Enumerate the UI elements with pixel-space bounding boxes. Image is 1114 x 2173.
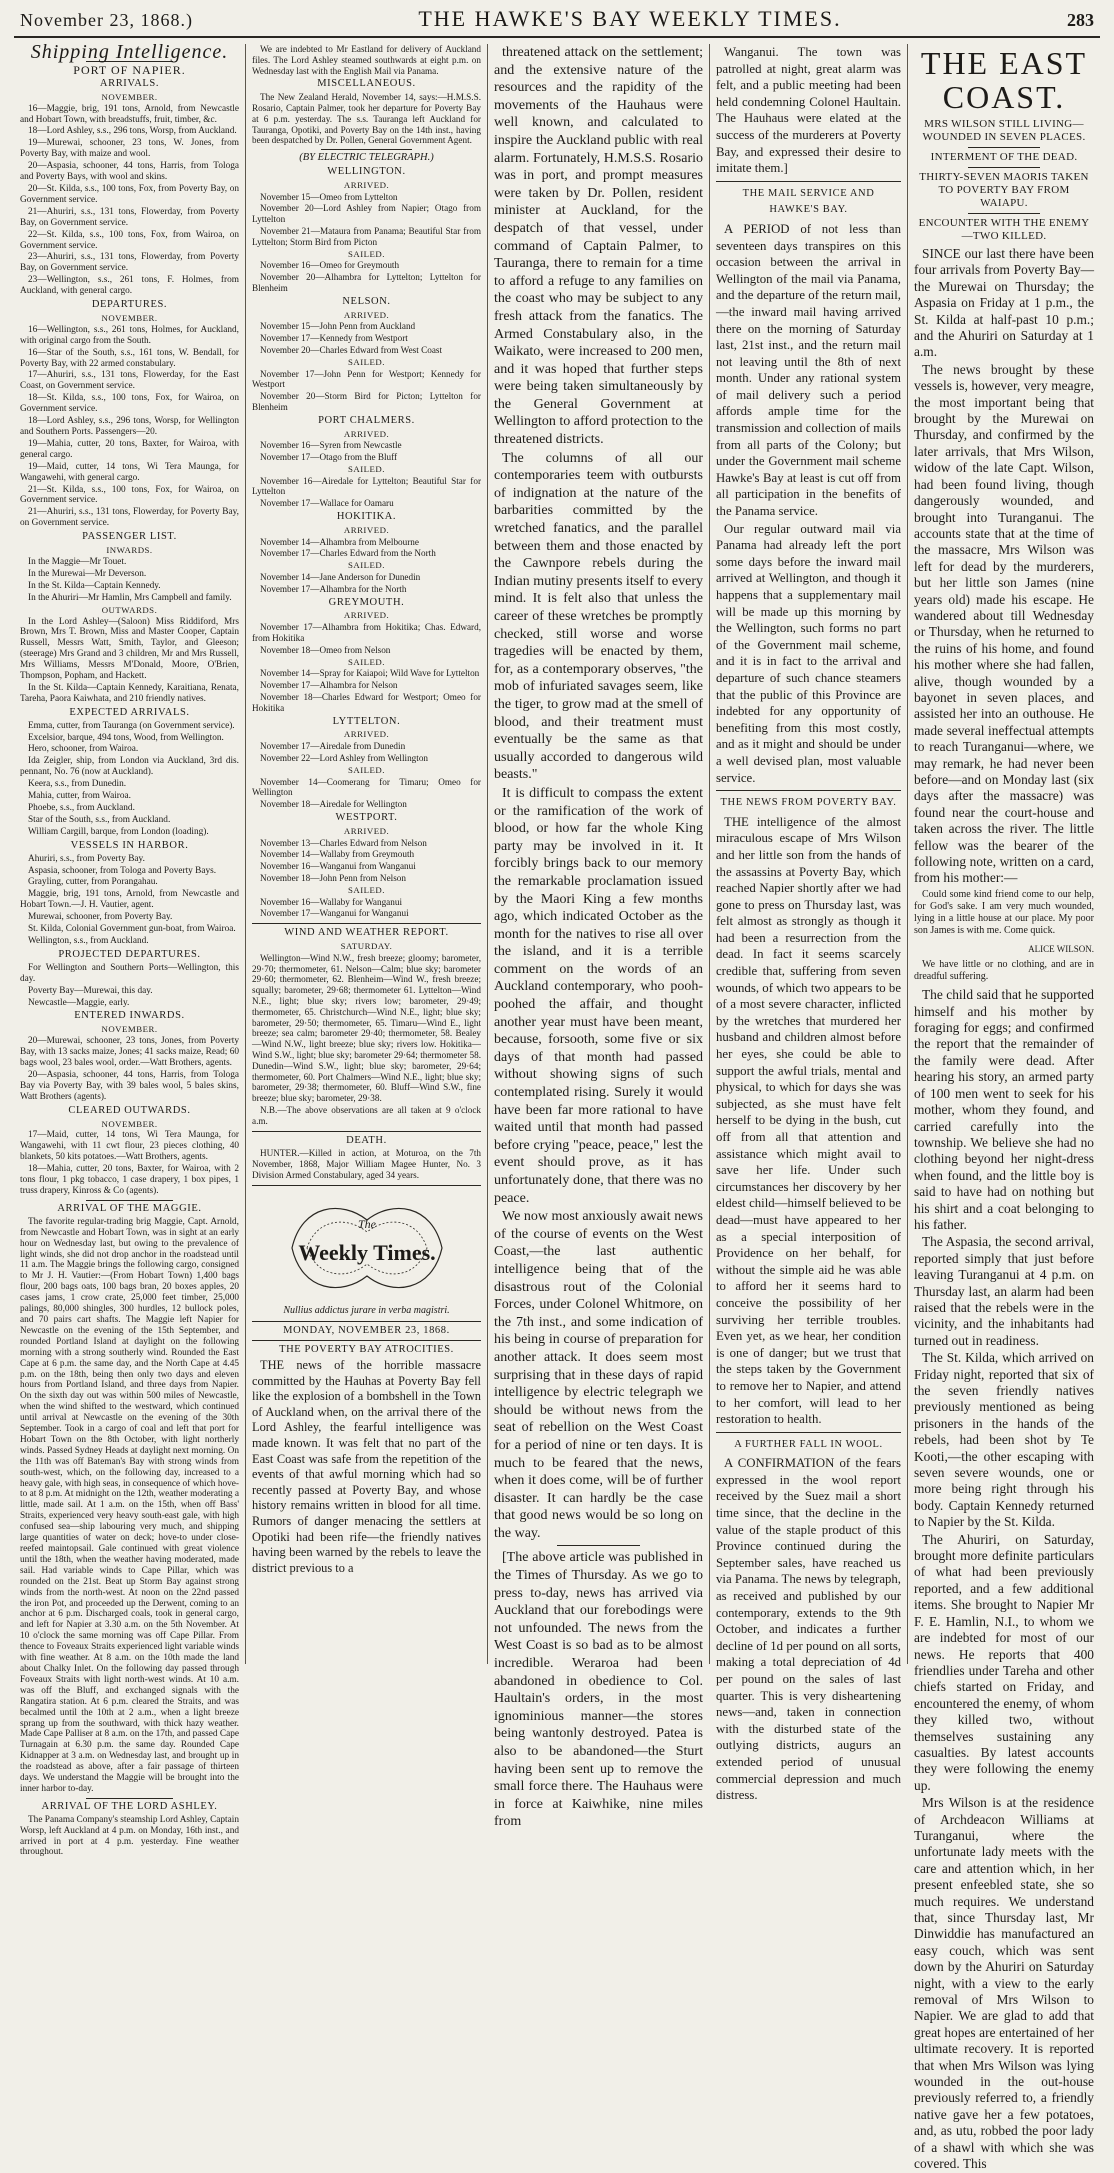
sailed-entry: November 16—Omeo for Greymouth (260, 260, 400, 271)
passenger-entry: In the Murewai—Mr Deverson. (28, 568, 147, 579)
expected-entry: Ida Zeigler, ship, from London via Auckland, 3rd dis. pennant, No. 76 (now at Auckland). (20, 756, 239, 778)
entered-heading: ENTERED INWARDS. (74, 1010, 185, 1022)
projected-entry: Newcastle—Maggie, early. (28, 997, 130, 1008)
sailed-entry: November 17—Wallace for Oamaru (260, 498, 394, 509)
east-coast-paragraph: The St. Kilda, which arrived on Friday night, reported that six of the seven friendly natives previously mentioned as being prisoners in the hands of the rebels, had been shot by Te Kooti,—the other escaping with seven severe wounds, one or more being right through his body. Captain Kennedy returned to Napier by the St. Kilda. (914, 1350, 1094, 1530)
arrived-entry: November 20—Lord Ashley from Napier; Otago from Lyttelton (252, 203, 481, 225)
weather-text: Wellington—Wind N.W., fresh breeze; gloomy; barometer, 29·70; thermometer, 61. Nelson—Calm; blue sky; barometer 29·60; thermometer, 62. Blenheim—Wind W., fresh breeze; squally; barometer, 29·68; thermometer 61. Lyttelton—Wind N.E., light; blue sky; rivers low; barometer, 29·49; thermometer, 65. Christchurch—Wind N.E., light; blue sky; barometer, 29·50; thermometer, 65. Timaru—Wind E., light breeze; sea calm; barometer 29·40; thermometer, 58. Bealey—Wind N.W., light breeze; blue sky; rivers low. Hokitika—Wind S.W., light; blue sky; barometer 29·64; thermometer 58. Dunedin—Wind S.W., light; blue sky; barometer, 29·64; thermometer, 60. Port Chalmers—Wind N.E., light; blue sky; barometer, 29·38; thermometer, 60. Bluff—Wind S.W., fine breeze; blue sky; barometer, 29·38. (252, 952, 481, 1104)
arrivals-month: NOVEMBER. (101, 91, 158, 102)
harbor-entry: Maggie, brig, 191 tons, Arnold, from Newcastle and Hobart Town.—J. H. Vautier, agent. (20, 889, 239, 911)
subheading: MRS WILSON STILL LIVING—WOUNDED IN SEVEN PLACES. (922, 118, 1086, 143)
divider (557, 1545, 641, 1546)
arrival-entry: 22—St. Kilda, s.s., 100 tons, Fox, from Wairoa, on Government service. (20, 229, 239, 251)
sailed-entry: November 18—Airedale for Wellington (260, 799, 407, 810)
divider (321, 149, 413, 150)
east-coast-title: THE EAST COAST. (920, 45, 1088, 115)
sailed-label: SAILED. (348, 463, 385, 474)
ashley-heading: ARRIVAL OF THE LORD ASHLEY. (41, 1800, 218, 1812)
arrived-entry: November 17—Alhambra from Hokitika; Chas. Edward, from Hokitika (252, 622, 481, 644)
misc-heading: MISCELLANEOUS. (317, 78, 416, 90)
entered-month: NOVEMBER. (101, 1024, 158, 1035)
divider (252, 1321, 481, 1322)
passenger-entry: In the Maggie—Mr Touet. (28, 556, 127, 567)
departures-heading: DEPARTURES. (91, 299, 168, 311)
departure-entry: 21—St. Kilda, s.s., 100 tons, Fox, for Wairoa, on Government service. (20, 484, 239, 506)
sailed-label: SAILED. (348, 356, 385, 367)
editorial-paragraph: It is difficult to compass the extent or the ramification of the work of blood, or how far the whole King party may be involved in it. It forcibly brings back to our memory the remarkable proclamation issued by the Maori King a few months ago, which indicated October as the month for the natives to rise all over the island, and it is a terrible comment on the words of an Auckland contemporary, who pooh-poohed the affair, and thought another year must have been meant, because, forsooth, some five or six days of that month had passed without showing signs of such contemplated rising. Surely it would have been far more rational to have waited until that month had passed before crying "peace, peace," lest the event should prove, as it has unfortunately done, that there was no peace. (494, 785, 703, 1206)
divider (716, 790, 901, 791)
expected-entry: Phoebe, s.s., from Auckland. (28, 803, 135, 813)
departure-entry: 19—Maid, cutter, 14 tons, Wi Tera Maunga, for Wangawehi, with general cargo. (20, 461, 239, 483)
vignette-top: The (357, 1216, 376, 1231)
arrival-entry: 23—Ahuriri, s.s., 131 tons, Flowerday, from Poverty Bay, on Government service. (20, 252, 239, 274)
column-editorial (488, 44, 710, 1830)
arrivals-list (20, 104, 239, 297)
arrival-entry: 20—Aspasia, schooner, 44 tons, Harris, from Tologa and Poverty Bays, with wool and skins. (20, 161, 239, 183)
departure-entry: 18—St. Kilda, s.s., 100 tons, Fox, for Wairoa, on Government service. (20, 393, 239, 415)
departure-entry: 18—Lord Ashley, s.s., 296 tons, Worsp, for Wellington and Southern Ports. Passengers—20. (20, 416, 239, 437)
harbor-heading: VESSELS IN HARBOR. (70, 839, 189, 851)
sailed-entry: November 17—Alhambra for the North (260, 583, 407, 594)
divider (968, 213, 1040, 214)
arrived-label: ARRIVED. (343, 428, 390, 439)
arrival-entry: 23—Wellington, s.s., 261 tons, F. Holmes, from Auckland, with general cargo. (20, 275, 239, 297)
divider (716, 181, 901, 182)
harbor-entry: Aspasia, schooner, from Tologa and Poverty Bays. (28, 865, 217, 876)
weather-heading: WIND AND WEATHER REPORT. (284, 927, 449, 939)
divider (86, 1798, 174, 1799)
arrived-label: ARRIVED. (343, 179, 390, 190)
port-heading: WELLINGTON. (327, 165, 406, 177)
arrived-entry: November 18—Omeo from Nelson (260, 644, 391, 655)
east-coast-paragraph: The Aspasia, the second arrival, reported simply that just before leaving Turanganui at 4 p.m. on Thursday last, an alarm had been raised that the rebels were in the vicinity, and the inhabitants had turned out in readiness. (914, 1234, 1094, 1348)
arrived-entry: November 17—Charles Edward from the North (260, 548, 436, 559)
departure-entry: 16—Wellington, s.s., 261 tons, Holmes, for Auckland, with original cargo from the South. (20, 324, 239, 346)
departure-entry: 21—Ahuriri, s.s., 131 tons, Flowerday, for Poverty Bay, on Government service. (20, 507, 239, 529)
port-heading: PORT OF NAPIER. (73, 62, 186, 77)
arrived-entry: November 22—Lord Ashley from Wellington (260, 753, 429, 764)
passenger-entry: In the Ahuriri—Mr Hamlin, Mrs Campbell and family. (28, 592, 232, 603)
weather-note: N.B.—The above observations are all taken at 9 o'clock a.m. (252, 1104, 481, 1126)
port-heading: NELSON. (342, 295, 391, 307)
entered-entry: 20—Aspasia, schooner, 44 tons, Harris, from Tologa Bay via Poverty Bay, with 39 bales wool, 5 bales skins, Watt Brothers (agents). (20, 1069, 239, 1102)
page-number: 283 (1066, 10, 1094, 30)
projected-entry: Poverty Bay—Murewai, this day. (28, 985, 153, 996)
misc-text: The New Zealand Herald, November 14, says:—H.M.S.S. Rosario, Captain Palmer, took her departure for Poverty Bay at 6 p.m. yesterday. The s.s. Tauranga left Auckland for Tauranga, Opotiki, and Poverty Bay on the 14th inst., having been despatched by Dr. Pollen, General Government Agent. (252, 92, 481, 146)
sailed-label: SAILED. (348, 560, 385, 571)
maggie-heading: ARRIVAL OF THE MAGGIE. (57, 1202, 202, 1214)
sailed-entry: November 17—Wanganui for Wanganui (260, 908, 409, 919)
wilson-note: Could some kind friend come to our help, for God's sake. I am very much wounded, lying in a little house at our place. My poor son James is with me. Come quick. (914, 888, 1094, 936)
cleared-month: NOVEMBER. (101, 1118, 158, 1129)
issue-date: November 23, 1868.) (20, 10, 193, 30)
arrived-entry: November 15—Omeo from Lyttelton (260, 191, 398, 202)
sailed-label: SAILED. (348, 884, 385, 895)
arrived-label: ARRIVED. (343, 610, 390, 621)
harbor-entry: Ahuriri, s.s., from Poverty Bay. (28, 853, 145, 864)
expected-entry: Excelsior, barque, 494 tons, Wood, from Wellington. (28, 732, 224, 743)
arrived-entry: November 17—Airedale from Dunedin (260, 741, 406, 752)
departure-entry: 16—Star of the South, s.s., 161 tons, W. Bendall, for Poverty Bay, with 22 armed constabulary. (20, 347, 239, 369)
wilson-postscript: We have little or no clothing, and are in dreadful suffering. (914, 959, 1094, 983)
newspaper-title: THE HAWKE'S BAY WEEKLY TIMES. (418, 6, 842, 31)
arrived-entry: November 20—Charles Edward from West Coast (260, 344, 443, 355)
sailed-entry: November 20—Storm Bird for Picton; Lyttelton for Blenheim (252, 391, 481, 412)
harbor-entry: St. Kilda, Colonial Government gun-boat, from Wairoa. (28, 924, 236, 935)
weekly-times-vignette (272, 1194, 462, 1302)
editorial-paragraph: We now most anxiously await news of the course of events on the West Coast,—the last authentic intelligence being that of the disastrous rout of the Colonial Forces, under Colonel Whitmore, on the 7th inst., and some indication of his being in course of preparation for another attack. It does seem most surprising that in these days of rapid intelligence by electric telegraph we should be without news from the seat of rebellion on the West Coast for a period of nine or ten days. It is much to be feared that the news, when it does come, will be of further disaster. It can hardly be the case that good news would be so long on the way. (494, 1209, 703, 1541)
harbor-list (20, 854, 239, 947)
east-coast-paragraph: Mrs Wilson is at the residence of Archdeacon Williams at Turanganui, where the unfortunate lady meets with the care and attention which, in her present enfeebled state, she so much requires. We understand that, since Thursday last, Mr Dinwiddie has manufactured an easy couch, which was sent down by the Ahuriri on Saturday night, with a view to the early removal of Mrs Wilson to Napier. We are glad to add that great hopes are entertained of her ultimate recovery. It is reported that when Mrs Wilson was lying wounded in the out-house previously referred to, a friendly native gave her a few potatoes, and, as utu, robbed the poor lady of a shawl with which she was covered. This (914, 1795, 1094, 2172)
departure-entry: 19—Mahia, cutter, 20 tons, Baxter, for Wairoa, with general cargo. (20, 438, 239, 460)
arrived-label: ARRIVED. (343, 825, 390, 836)
sailed-entry: November 14—Jane Anderson for Dunedin (260, 572, 421, 583)
arrived-entry: November 16—Wanganui from Wanganui (260, 861, 416, 872)
expected-entry: Hero, schooner, from Wairoa. (28, 744, 139, 755)
port-heading: PORT CHALMERS. (318, 414, 415, 426)
arrival-entry: 19—Murewai, schooner, 23 tons, W. Jones, from Poverty Bay, with maize and wool. (20, 138, 239, 160)
arrival-entry: 21—Ahuriri, s.s., 131 tons, Flowerday, from Poverty Bay, on Government service. (20, 206, 239, 228)
projected-heading: PROJECTED DEPARTURES. (58, 948, 201, 960)
outwards-heading: OUTWARDS. (101, 604, 158, 615)
editorial-postscript: [The above article was published in the Times of Thursday. As we go to press to-day, news has arrived via Auckland that our forebodings were not unfounded. The news from the West Coast is so bad as to be almost incredible. Weraroa had been abandoned in obedience to Col. Haultain's orders, in the most ignominious manner—the stores being wantonly destroyed. Patea is also to be abandoned—the Sturt having been sent up to remove the small force there. The Hauhaus were in force at Kaiwhike, nine miles from (494, 1550, 703, 1830)
arrived-entry: November 14—Wallaby from Greymouth (260, 849, 415, 860)
wool-paragraph: A CONFIRMATION of the fears expressed in the wool report received by the Suez mail a short time since, that the decline in the value of the staple product of this Province continued during the September sales, have reached us via Panama. The news by telegraph, as received and published by our contemporary, extends to the 9th October, and indicates a further decline of 1d per pound on all sorts, making a total depreciation of 4d per pound on the sales of last quarter. This is very disheartening news—and, taken in connection with the disturbed state of the outlying districts, augurs an extended period of unusual commercial depression and much distress. (716, 1456, 901, 1803)
entered-entry: 20—Murewai, schooner, 23 tons, Jones, from Poverty Bay, with 13 sacks maize, Jones; 41 sacks maize, Read; 60 bags wool, 23 bales wool, order.—Watt Brothers, agents. (20, 1036, 239, 1069)
divider (252, 1185, 481, 1186)
harbor-entry: Murewai, schooner, from Poverty Bay. (28, 912, 173, 923)
departures-month: NOVEMBER. (101, 312, 158, 323)
wilson-signature: ALICE WILSON. (1028, 943, 1094, 954)
east-coast-paragraph: The Ahuriri, on Saturday, brought more definite particulars of what had been previously reported, and a few additional items. She brought to Napier Mr F. E. Hamlin, N.I., to whom we are indebted for most of our news. He reports that 400 friendlies under Tareha and other chiefs started on Friday, and encountered the enemy, of whom they killed two, without themselves sustaining any casualties. By latest accounts they were following the enemy up. (914, 1531, 1094, 1793)
divider (716, 1432, 901, 1433)
death-notice: HUNTER.—Killed in action, at Moturoa, on the 7th November, 1868, Major William Magee Hunter, No. 3 Division Armed Constabulary, aged 34 years. (252, 1148, 481, 1180)
expected-entry: William Cargill, barque, from London (loading). (28, 826, 209, 837)
expected-entry: Mahia, cutter, from Wairoa. (28, 791, 132, 802)
projected-entry: For Wellington and Southern Ports—Wellington, this day. (20, 962, 239, 984)
sailed-entry: November 14—Coomerang for Timaru; Omeo for Wellington (252, 776, 481, 798)
arrived-entry: November 17—Kennedy from Westport (260, 333, 408, 344)
atrocities-heading: THE POVERTY BAY ATROCITIES. (279, 1344, 454, 1356)
cleared-entry: 17—Maid, cutter, 14 tons, Wi Tera Maunga, for Wangawehi, with 11 cwt flour, 23 pieces clothing, 40 blankets, 50 kits potatoes.—Watt Brothers, agents. (20, 1130, 239, 1163)
port-heading: HOKITIKA. (336, 511, 397, 523)
mail-paragraph: A PERIOD of not less than seventeen days transpires on this occasion between the arrival in Wellington of the mail via Panama, and the departure of the return mail,—the inward mail having arrived there on the morning of Saturday last, 21st inst., and the return mail not leaving until the 8th of next month. Under any rational system of mail delivery such a period affords ample time for the transmission and collection of mails from all parts of the Colony; but under the Government mail scheme Hawke's Bay at least is cut off from all participation in the benefits of the Panama service. (716, 221, 901, 519)
divider (968, 147, 1040, 148)
arrived-entry: November 13—Charles Edward from Nelson (260, 837, 427, 848)
column-shipping (14, 41, 246, 1858)
sailed-entry: November 20—Alhambra for Lyttelton; Lyttelton for Blenheim (252, 272, 481, 293)
news-paragraph: THE intelligence of the almost miraculous escape of Mrs Wilson and her little son from the hands of the assassins at Poverty Bay, which reached Napier shortly after we had gone to press on Thursday last, was felt almost as strongly as though it had been a resurrection from the dead. In fact it seems scarcely credible that, suffering from seven wounds, of which two appears to be of a most severe character, inflicted by the wretches that murdered her husband and children almost before her eyes, she could be able to support the awful trials, mental and physical, to which for days she was subjected, as she must have felt herself to be dying in the bush, cut off from all that attention and assistance which might avail to save her life. Under such circumstances her discovery by her eldest child—himself believed to be dead—must have appeared to her as a special interposition of Providence on her behalf, for without the simple aid he was able to afford her it seems hard to conceive the possibility of her surviving her terrible troubles. Even yet, as we hear, her condition is one of danger; but we trust that the steps taken by the Government to remove her to Napier, and attend to her comfort, will lead to her restoration to health. (716, 814, 901, 1427)
expected-entry: Star of the South, s.s., from Auckland. (28, 814, 171, 825)
divider (252, 1340, 481, 1341)
arrival-entry: 20—St. Kilda, s.s., 100 tons, Fox, from Poverty Bay, on Government service. (20, 183, 239, 205)
sailed-entry: November 16—Airedale for Lyttelton; Beautiful Star for Lyttelton (252, 475, 481, 497)
expected-entry: Keera, s.s., from Dunedin. (28, 779, 127, 790)
arrived-label: ARRIVED. (343, 729, 390, 740)
column-east-coast (908, 44, 1100, 2172)
port-heading: LYTTELTON. (332, 715, 401, 727)
sailed-label: SAILED. (348, 656, 385, 667)
arrival-entry: 18—Lord Ashley, s.s., 296 tons, Worsp, from Auckland. (28, 126, 237, 137)
wool-heading: A FURTHER FALL IN WOOL. (734, 1438, 883, 1450)
telegraph-heading: (BY ELECTRIC TELEGRAPH.) (299, 152, 434, 164)
departures-list (20, 325, 239, 529)
arrived-entry: November 18—John Penn from Nelson (260, 872, 406, 883)
divider (252, 923, 481, 924)
arrived-entry: November 14—Alhambra from Melbourne (260, 536, 419, 547)
sailed-entry: November 14—Spray for Kaiapoi; Wild Wave for Lyttelton (260, 668, 480, 679)
sailed-label: SAILED. (348, 764, 385, 775)
arrival-entry: 16—Maggie, brig, 191 tons, Arnold, from Newcastle and Hobart Town, with breadstuffs, fruit, timber, &c. (20, 103, 239, 125)
column-news (710, 44, 908, 1803)
passenger-entry: In the Lord Ashley—(Saloon) Miss Riddiford, Mrs Brown, Mrs T. Brown, Miss and Master Cooper, Captain Russell, Messrs Watt, Smith, Taylor, and Gleeson; (steerage) Mrs Grand and 3 children, Mr and Mrs Russell, Mrs Williams, Messrs M'Donald, Moore, O'Brien, Thompson, Popham, and Hackett. (20, 616, 239, 682)
subheading: INTERMENT OF THE DEAD. (930, 151, 1078, 163)
projected-list (20, 963, 239, 1009)
inwards-heading: INWARDS. (106, 545, 153, 556)
arrived-entry: November 17—Otago from the Bluff (260, 452, 398, 463)
east-coast-paragraph: The child said that he supported himself and his mother by foraging for eggs; and confirmed the report that the remainder of the family were dead. After hearing his story, an armed party of 100 men went to seek for his mother, whom they found, and carried carefully into the township. We believe she had no clothing beyond her night-dress when found, and the little boy is said to have had on nothing but his shirt and a coat belonging to his father. (914, 987, 1094, 1232)
port-heading: WESTPORT. (335, 812, 398, 823)
shipping-title: Shipping Intelligence. (30, 41, 229, 63)
east-coast-paragraph: SINCE our last there have been four arrivals from Poverty Bay—the Murewai on Thursday; the Aspasia on Friday at 1 p.m., the St. Kilda at half-past 10 p.m.; and the Ahuriri on Saturday at 1 a.m. (914, 246, 1094, 360)
cleared-heading: CLEARED OUTWARDS. (68, 1104, 191, 1116)
port-heading: GREYMOUTH. (328, 596, 405, 608)
departure-entry: 17—Ahuriri, s.s., 131 tons, Flowerday, for the East Coast, on Government service. (20, 370, 239, 392)
passenger-entry: In the St. Kilda—Captain Kennedy. (28, 580, 161, 591)
subheading: ENCOUNTER WITH THE ENEMY—TWO KILLED. (918, 217, 1090, 242)
death-heading: DEATH. (346, 1134, 387, 1146)
passenger-heading: PASSENGER LIST. (82, 531, 177, 543)
divider (968, 167, 1040, 168)
columns (14, 38, 1100, 2172)
harbor-entry: Wellington, s.s., from Auckland. (28, 935, 149, 946)
editorial-paragraph: The columns of all our contemporaries teem with outbursts of indignation at the nature of the barbarities committed by the wretched fanatics, and the parallel between them and those enacted by the Cawnpore rebels during the Indian mutiny presents itself to every mind. It is felt also that unless the career of these wretches be promptly checked, still worse and worse tragedies will be enacted by them, for, as a contemporary observes, "the mob of infuriated savages seem, like the tiger, to grow mad at the smell of blood, and their treatment must eventually be the same as that usually accorded to dangerous wild beasts." (494, 450, 703, 783)
cleared-list (20, 1130, 239, 1196)
inwards-list (20, 557, 239, 604)
column-telegraph (246, 44, 488, 1664)
sailed-entry: November 18—Charles Edward for Westport; Omeo for Hokitika (252, 692, 481, 713)
divider (252, 1131, 481, 1132)
entered-list (20, 1036, 239, 1102)
intro-note: We are indebted to Mr Eastland for delivery of Auckland files. The Lord Ashley steamed southwards at eight p.m. on Wednesday last with the English Mail via Panama. (252, 44, 481, 76)
news-heading: THE NEWS FROM POVERTY BAY. (720, 797, 897, 809)
sailed-entry: November 17—Alhambra for Nelson (260, 680, 398, 691)
sailed-entry: November 17—John Penn for Westport; Kennedy for Westport (252, 368, 481, 390)
expected-heading: EXPECTED ARRIVALS. (69, 706, 190, 718)
sailed-label: SAILED. (348, 248, 385, 259)
outwards-list (20, 617, 239, 705)
arrived-label: ARRIVED. (343, 524, 390, 535)
masthead (14, 6, 1100, 38)
port-reports (252, 167, 481, 919)
subheading: THIRTY-SEVEN MAORIS TAKEN TO POVERTY BAY FROM WAIAPU. (919, 171, 1089, 209)
expected-entry: Emma, cutter, from Tauranga (on Government service). (28, 720, 235, 731)
east-coast-paragraph: The news brought by these vessels is, however, very meagre, the most important being that brought by the Murewai on Thursday, and confirmed by the later arrivals, that Mrs Wilson, widow of the late Capt. Wilson, had been found living, though dangerously wounded, and brought into Turanganui. The accounts state that at the time of the massacre, Mrs Wilson was left for dead by the murderers, but her little son James (nine years old) made his escape. He wandered about till Wednesday or Thursday, when he returned to the ruins of his home, and found his mother where she had fallen, alive, though wounded by a bayonet in seven places, and assisted her into an outhouse. He made several ineffectual attempts to reach Turanganui—where, we may remark, he had never been before—and on Monday last (six days after the massacre) was found near the court-house and taken across the river. The little fellow was the bearer of the following note, written on a card, from his mother:— (914, 361, 1094, 886)
arrivals-heading: ARRIVALS. (99, 77, 160, 89)
mail-heading: THE MAIL SERVICE AND HAWKE'S BAY. (742, 187, 875, 216)
arrived-entry: November 21—Mataura from Panama; Beautiful Star from Lyttelton; Storm Bird from Picton (252, 225, 481, 247)
postscript-continued: Wanganui. The town was patrolled at night, great alarm was felt, and a public meeting had been held condemning Colonel Haultain. The Hauhaus were elated at the success of the murderers at Poverty Bay, and expressed their desire to imitate them.] (716, 45, 901, 176)
motto: Nullius addictus jurare in verba magistri. (283, 1304, 450, 1316)
atrocities-text: THE news of the horrible massacre committed by the Hauhas at Poverty Bay fell like the explosion of a bombshell in the Town of Auckland when, on the arrival there of the Lord Ashley, the fearful intelligence was made known. It was felt that no part of the East Coast was safe from the repetition of the events of that awful morning which had so recently passed at Poverty Bay, and whose history remains written in blood for all time. Rumors of danger menacing the settlers at Opotiki had been rife—the friendly natives having been warned by the rebels to leave the district previous to a (252, 1358, 481, 1575)
cleared-entry: 18—Mahia, cutter, 20 tons, Baxter, for Wairoa, with 2 tons flour, 1 pkg tobacco, 1 case drapery, 1 box pipes, 1 truss drapery, Kinross & Co (agents). (20, 1164, 239, 1196)
harbor-entry: Grayling, cutter, from Porangahau. (28, 877, 158, 888)
divider (86, 1200, 174, 1201)
vignette-title: Weekly Times. (297, 1239, 436, 1265)
arrived-label: ARRIVED. (343, 309, 390, 320)
arrived-entry: November 16—Syren from Newcastle (260, 440, 402, 451)
ashley-article: The Panama Company's steamship Lord Ashley, Captain Worsp, left Auckland at 4 p.m. on Monday, 16th inst., and arrived in port at 4 p.m. yesterday. Fine weather throughout. (20, 1814, 239, 1858)
passenger-entry: In the St. Kilda—Captain Kennedy, Karaitiana, Renata, Tareha, Paora Kaiwhata, and 210 friendly natives. (20, 682, 239, 704)
mail-paragraph: Our regular outward mail via Panama had already left the port some days before the inward mail arrived at Wellington, and though it happens that a supplementary mail will be made up this morning by the Wellington, such forms no part of the Government mail scheme, and it is in fact to the arrival and departure of such chance steamers that the public of this Province are indebted for any opportunity of benefiting from this most costly, and as it might and should be under a well devised plan, most valuable service. (716, 521, 901, 785)
edition-date: MONDAY, NOVEMBER 23, 1868. (283, 1324, 450, 1336)
expected-list (20, 721, 239, 838)
weather-day: SATURDAY. (340, 940, 393, 951)
maggie-article: The favorite regular-trading brig Maggie, Capt. Arnold, from Newcastle and Hobart Town, was in sight at an early hour on Wednesday last, but owing to the prevalence of light winds, she did not drop anchor in the roadstead until 11 a.m. The Maggie brings the following cargo, consigned to Mr J. H. Vautier:—(From Hobart Town) 1,400 bags flour, 200 bags oats, 100 bags bran, 20 boxes apples, 20 cases jams, 1 crow crate, 25,000 feet timber, 25,000 palings, 80,000 shingles, 300 hurdles, 12 bullock poles, and 70 pairs cart shafts. The Maggie left Napier for Newcastle on the evening of the 15th September, and rounded Portland Island at daylight on the following morning with a strong southerly wind. Rounded the East Cape at 6 p.m. the same day, and the North Cape at 4.45 p.m. on the 18th, being then only two days and eleven hours from Portland Island, and three days from Napier. On the sixth day out was within 500 miles of Newcastle, when the wind shifted to the westward, which continued until arrival at Newcastle on the evening of the 30th September. Took in a cargo of coal and left that port for Hobart Town on the 8th October, with light northerly winds. Passed Sydney Heads at daylight next morning. On the 11th was off Bateman's Bay with strong winds from south-west, which, on the following day, increased to a heavy gale, with high seas, in consequence of which hove-to at 8 p.m. At midnight on the 12th, weather moderating a little, made sail. At 1 a.m. on the 15th, when off Bass' Straits, experienced very heavy south-east gale, with high confused sea—ship labouring very much, and shipping large quantities of water on deck; hove-to under close-reefed maintopsail. Gale continued with great violence until the 18th, when the weather having moderated, made sail. Had variable winds to Cape Pillar, which was rounded on the 21st. Beat up Storm Bay against strong winds from the north-west. At noon on the 22nd passed the iron Pot, and proceeded up the Derwent, coming to an anchor at 6 p.m. Discharged coals, took in general cargo, and left for Napier at 3.30 a.m. on the 5th November. At 10 o'clock the same morning was off Cape Pillar. From thence to Foveaux Straits experienced light variable winds with fine weather. At 8 a.m. on the 10th made the land about Chalky Inlet. On the following day passed through Foveaux Straits with light north-west winds. At 10 a.m. was off the Bluff, and exchanged signals with the Rangatira station. At 6 p.m. cleared the Straits, and was becalmed until the 10th at 2 a.m., when a light breeze sprang up from the southward, with thick hazy weather. Made Cape Palliser at 8 a.m. on the 17th, and passed Cape Turnagain at 6.30 p.m. the same day. Rounded Cape Kidnapper at 3 a.m. on Wednesday last, and brought up in the roadstead as above, after a fair passage of thirteen days. We understand the Maggie will be brought into the inner harbor to-day. (20, 1216, 239, 1794)
sailed-entry: November 16—Wallaby for Wanganui (260, 896, 402, 907)
arrived-entry: November 15—John Penn from Auckland (260, 321, 416, 332)
editorial-paragraph: threatened attack on the settlement; and the extensive nature of the resources and the rapidity of the movements of the Hauhaus were well known, and calculated to inspire the Auckland public with real alarm. Fortunately, H.M.S.S. Rosario was in port, and prompt measures were taken by Dr. Pollen, resident minister at Auckland, for the despatch of that vessel, under command of Captain Palmer, to Tauranga, there to remain for a time to afford a refuge to any families on the coast who may be subject to any fresh attack from the fanatics. The Armed Constabulary also, in the Waikato, were increased to 200 men, and it was hoped that further steps were being taken simultaneously by the General Government at Wellington to afford protection to the threatened districts. (494, 45, 703, 448)
